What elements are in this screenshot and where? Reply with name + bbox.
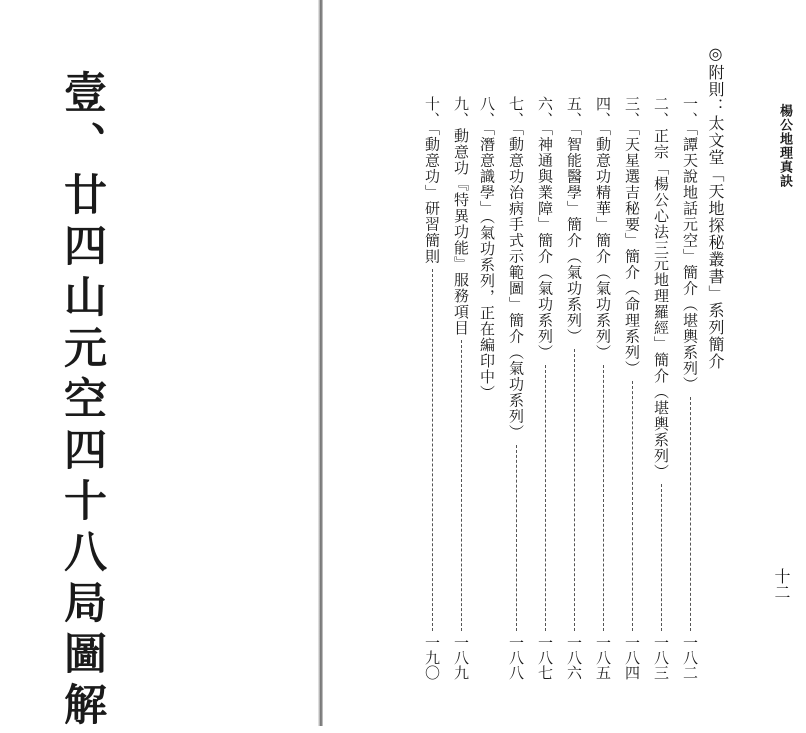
toc-entry-text: 六、「神通與業障」簡介（氣功系列） bbox=[536, 96, 554, 361]
leader-dots bbox=[690, 397, 691, 632]
chapter-title: 壹、廿四山元空四十八局圖解 bbox=[57, 70, 107, 733]
leader-dots bbox=[545, 365, 546, 632]
leader-dots bbox=[632, 381, 633, 632]
toc-entry-1 bbox=[677, 96, 703, 680]
leader-dots bbox=[603, 365, 604, 632]
running-header: 楊公地理真訣 bbox=[777, 104, 792, 188]
leader-dots bbox=[661, 484, 662, 631]
toc-entry-page: 一八七 bbox=[536, 635, 554, 680]
leader-dots bbox=[461, 340, 462, 631]
toc-entry-8 bbox=[474, 96, 500, 680]
toc-entry-page: 一八八 bbox=[507, 635, 525, 680]
toc-entry-page: 一八四 bbox=[623, 635, 641, 680]
toc-entry-page: 一八九 bbox=[452, 635, 470, 680]
toc-entry-text: 十、「動意功」研習簡則 bbox=[423, 96, 441, 265]
left-page bbox=[0, 0, 318, 733]
leader-dots bbox=[574, 349, 575, 632]
toc-entry-text: 二、正宗「楊公心法三元地理羅經」簡介（堪輿系列） bbox=[652, 96, 670, 480]
toc-entry-text: 九、動意功『特異功能』服務項目 bbox=[452, 96, 470, 336]
toc-entry-text: 七、「動意功治病手式示範圖」簡介（氣功系列） bbox=[507, 96, 525, 441]
toc-entry-5 bbox=[561, 96, 587, 680]
toc-entry-6 bbox=[532, 96, 558, 680]
toc-entry-page: 一八六 bbox=[565, 635, 583, 680]
leader-dots bbox=[432, 269, 433, 632]
page-number: 十二 bbox=[772, 568, 791, 600]
toc-entry-page: 一八五 bbox=[594, 635, 612, 680]
toc-entry-10 bbox=[419, 96, 445, 680]
toc-entry-4 bbox=[590, 96, 616, 680]
appendix-heading: ◎附則：太文堂「天地探秘叢書」系列簡介 bbox=[706, 44, 725, 370]
toc-entry-page: 一八三 bbox=[652, 635, 670, 680]
toc-entry-2 bbox=[648, 96, 674, 680]
toc-entry-7 bbox=[503, 96, 529, 680]
toc-entry-page: 一九〇 bbox=[423, 635, 441, 680]
toc-entry-text: 八、「潛意識學」（氣功系列，正在編印中） bbox=[478, 96, 496, 401]
toc-entry-page: 一八二 bbox=[681, 635, 699, 680]
toc-entry-text: 四、「動意功精華」簡介（氣功系列） bbox=[594, 96, 612, 361]
toc-entry-text: 五、「智能醫學」簡介（氣功系列） bbox=[565, 96, 583, 345]
toc-entry-text: 三、「天星選吉秘要」簡介（命理系列） bbox=[623, 96, 641, 377]
toc-entry-text: 一、「譚天說地話元空」簡介（堪輿系列） bbox=[681, 96, 699, 393]
leader-dots bbox=[516, 445, 517, 632]
toc-entry-9 bbox=[448, 96, 474, 680]
toc-entry-3 bbox=[619, 96, 645, 680]
